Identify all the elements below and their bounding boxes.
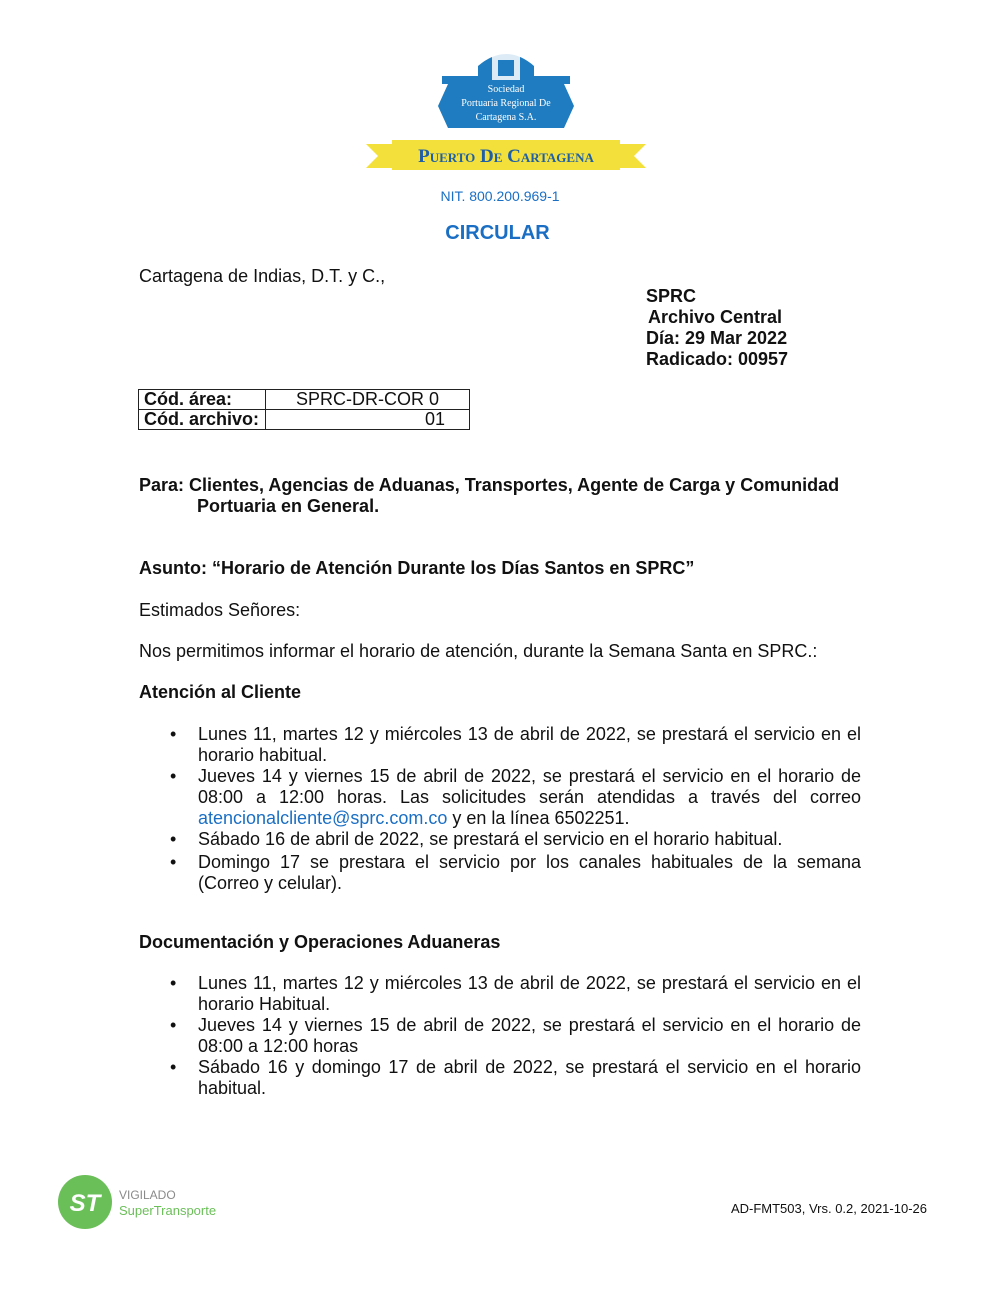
radicado-entity: SPRC	[646, 286, 697, 306]
list-item: • Lunes 11, martes 12 y miércoles 13 de abril de 2022, se prestará el servicio en el horario habitual.	[170, 724, 861, 765]
phone-line: y en la línea 6502251.	[447, 808, 630, 828]
radicado-archive: Archivo Central	[648, 307, 783, 327]
list-item: • Jueves 14 y viernes 15 de abril de 2022, se prestará el servicio en el horario de 08:00 a 12:00 horas	[170, 1015, 861, 1056]
svg-text:SuperTransporte: SuperTransporte	[119, 1203, 217, 1218]
radicado-number: Radicado: 00957	[646, 349, 789, 369]
subject-line: Asunto: “Horario de Atención Durante los Días Santos en SPRC”	[139, 558, 695, 578]
radicado-date: Día: 29 Mar 2022	[646, 328, 788, 348]
svg-text:Portuaria Regional De: Portuaria Regional De	[461, 98, 551, 109]
documentacion-list	[139, 973, 861, 1099]
list-item: • Domingo 17 se prestara el servicio por los canales habituales de la semana (Correo y celular).	[170, 852, 861, 893]
svg-text:ST: ST	[69, 1190, 101, 1217]
form-code-footer: AD-FMT503, Vrs. 0.2, 2021-10-26	[730, 1201, 927, 1216]
atencion-list	[139, 724, 861, 894]
codes-row-archivo	[139, 410, 470, 430]
section-heading-atencion: Atención al Cliente	[139, 682, 302, 702]
email-link[interactable]: atencionalcliente@sprc.com.co	[198, 808, 448, 828]
area-value: SPRC-DR-COR 0	[266, 390, 470, 410]
radicado-stamp	[646, 286, 788, 370]
codes-row-area	[139, 390, 470, 410]
city-line: Cartagena de Indias, D.T. y C.,	[139, 266, 386, 286]
document-title: CIRCULAR	[445, 222, 550, 244]
list-item: • Sábado 16 de abril de 2022, se prestará el servicio en el horario habitual.	[170, 829, 783, 849]
list-item: • Jueves 14 y viernes 15 de abril de 2022, se prestará el servicio en el horario de 08:00 a 12:00 horas. Las solicitudes serán atendidas a través del correo atencionalcliente@sprc.com.co y en la línea 6502251.	[170, 766, 861, 828]
greeting: Estimados Señores:	[139, 600, 301, 620]
intro-paragraph: Nos permitimos informar el horario de atención, durante la Semana Santa en SPRC.:	[139, 641, 818, 661]
archivo-value: 01	[266, 410, 470, 430]
archivo-label: Cód. archivo:	[139, 410, 266, 430]
svg-text:Puerto De Cartagena: Puerto De Cartagena	[418, 146, 594, 167]
svg-text:VIGILADO: VIGILADO	[119, 1188, 176, 1202]
svg-text:Cartagena S.A.: Cartagena S.A.	[475, 112, 537, 123]
list-item: • Lunes 11, martes 12 y miércoles 13 de abril de 2022, se prestará el servicio en el horario Habitual.	[170, 973, 861, 1014]
recipients-line-1: Para: Clientes, Agencias de Aduanas, Transportes, Agente de Carga y Comunidad	[139, 475, 840, 495]
codes-table	[138, 389, 470, 430]
area-label: Cód. área:	[139, 390, 266, 410]
svg-text:Sociedad: Sociedad	[487, 84, 525, 95]
recipients-line-2: Portuaria en General.	[197, 496, 380, 516]
nit-number: NIT. 800.200.969-1	[440, 188, 560, 204]
recipients	[139, 475, 861, 517]
vigilado-supertransporte-logo	[55, 1172, 255, 1232]
list-item: • Sábado 16 y domingo 17 de abril de 2022, se prestará el servicio en el horario habitual.	[170, 1057, 861, 1098]
section-heading-documentacion: Documentación y Operaciones Aduaneras	[139, 932, 501, 952]
puerto-cartagena-logo	[362, 48, 650, 176]
